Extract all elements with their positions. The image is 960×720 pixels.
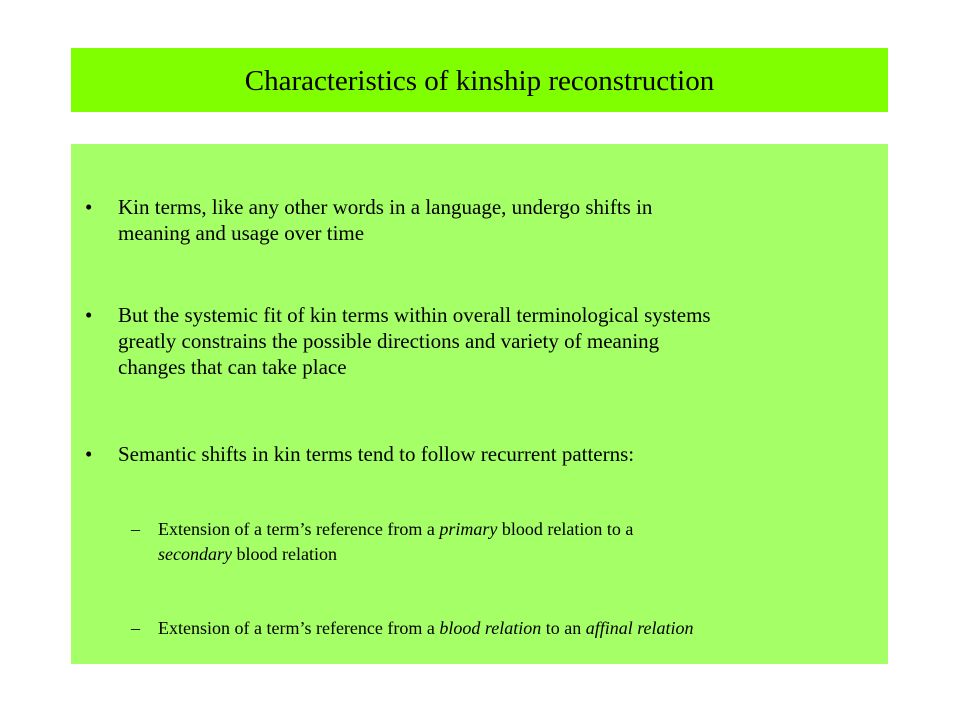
slide-body xyxy=(71,144,888,664)
bullet-line: Kin terms, like any other words in a language, undergo shifts in xyxy=(118,195,653,219)
bullet-line: meaning and usage over time xyxy=(118,221,365,245)
sub-bullet-text-part: Extension of a term’s reference from a xyxy=(158,519,440,539)
bullet-text xyxy=(118,302,848,380)
sub-bullet-text xyxy=(158,517,888,567)
sub-bullet-line xyxy=(158,517,888,542)
slide-title: Characteristics of kinship reconstruction xyxy=(244,64,715,97)
sub-bullet-text-part: to an xyxy=(541,618,586,638)
bullet-line: But the systemic fit of kin terms within overall terminological systems xyxy=(118,303,711,327)
bullet-marker: • xyxy=(85,303,93,327)
sub-bullet-emphasis: secondary xyxy=(158,544,232,564)
bullet-text xyxy=(118,441,848,467)
bullet-marker: • xyxy=(85,195,93,219)
bullet-text xyxy=(118,194,848,246)
bullet-line: changes that can take place xyxy=(118,355,347,379)
sub-bullet-line xyxy=(158,542,888,567)
bullet-marker: • xyxy=(85,442,93,466)
bullet-line: Semantic shifts in kin terms tend to follow recurrent patterns: xyxy=(118,442,635,466)
bullet-line: greatly constrains the possible directions and variety of meaning xyxy=(118,329,660,353)
slide-title-bar xyxy=(71,48,888,112)
sub-bullet-marker: – xyxy=(131,519,140,539)
sub-bullet-emphasis: affinal relation xyxy=(585,618,694,638)
sub-bullet-text xyxy=(158,616,888,641)
sub-bullet-emphasis: primary xyxy=(439,519,498,539)
sub-bullet-text-part: blood relation to a xyxy=(497,519,634,539)
sub-bullet-line xyxy=(158,616,888,641)
sub-bullet-marker: – xyxy=(131,618,140,638)
sub-bullet-text-part: Extension of a term’s reference from a xyxy=(158,618,440,638)
sub-bullet-text-part: blood relation xyxy=(231,544,337,564)
sub-bullet-emphasis: blood relation xyxy=(439,618,542,638)
